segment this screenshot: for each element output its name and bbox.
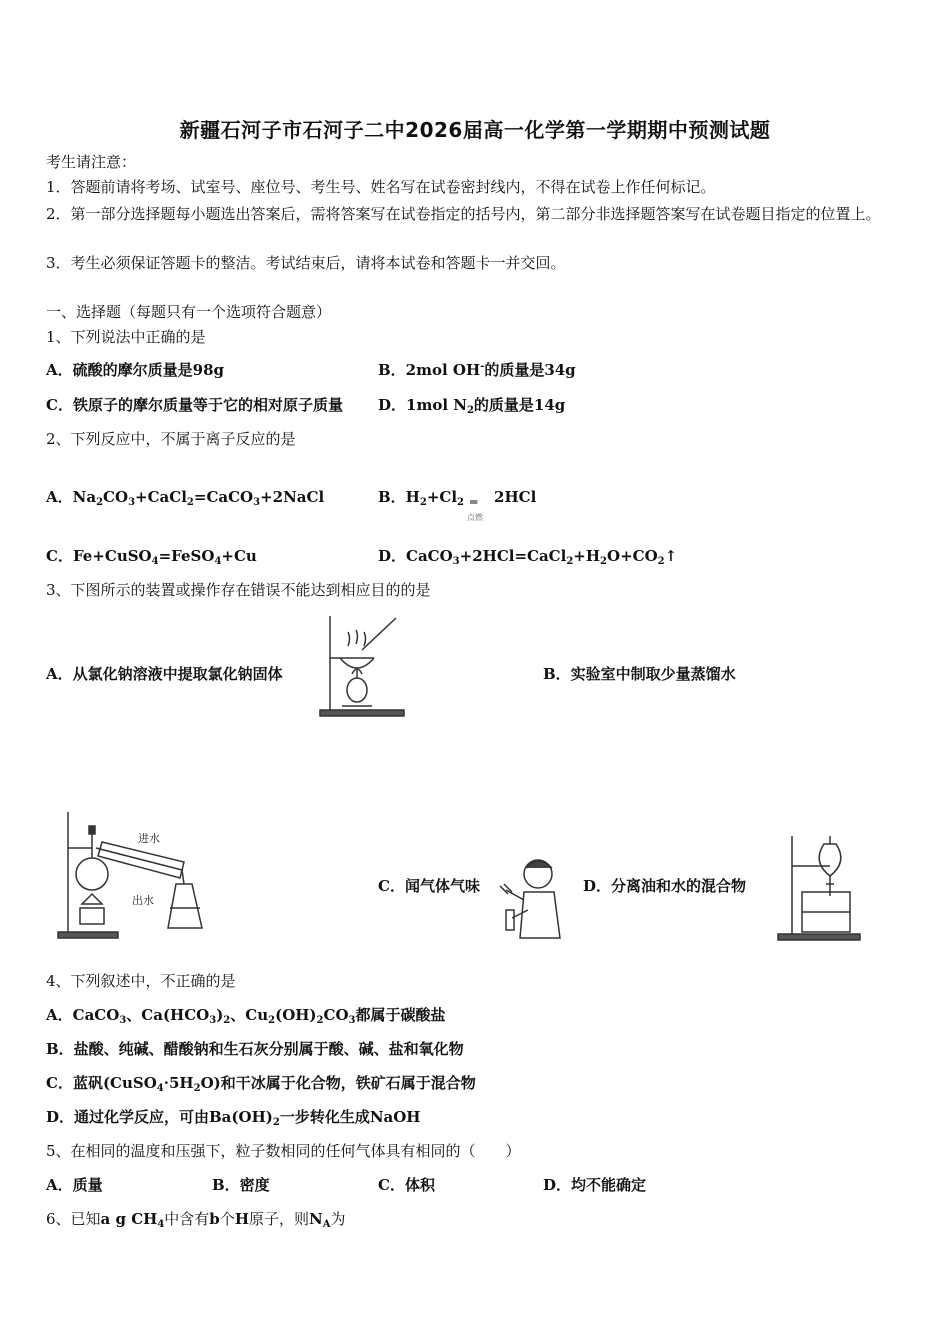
q5-stem: 5、在相同的温度和压强下，粒子数相同的任何气体具有相同的（ ）: [46, 1142, 521, 1160]
notice-item-3: 3．考生必须保证答题卡的整洁。考试结束后，请将本试卷和答题卡一并交回。: [46, 254, 566, 272]
smelling-gas-figure: [492, 852, 570, 940]
section-heading: 一、选择题（每题只有一个选项符合题意）: [46, 303, 332, 321]
q2-option-b: B．$H_2+Cl_2$ ═ 点燃 2HCl: [378, 488, 537, 522]
q5-option-a: A．质量: [46, 1176, 103, 1194]
q3-stem: 3、下图所示的装置或操作存在错误不能达到相应目的的是: [46, 581, 431, 599]
q1-option-b: B．2mol OH-的质量是34g: [378, 361, 576, 379]
water-outlet-label: 出水: [132, 894, 154, 907]
q1-option-a: A．硫酸的摩尔质量是98g: [46, 361, 225, 379]
page-title: 新疆石河子市石河子二中2026届高一化学第一学期期中预测试题: [179, 118, 771, 142]
notice-header: 考生请注意：: [46, 153, 137, 171]
q3-option-a: A．从氯化钠溶液中提取氯化钠固体: [46, 665, 283, 683]
q5-option-d: D．均不能确定: [543, 1176, 647, 1194]
q1-option-d: D．1mol $N_2$的质量是14g: [378, 396, 566, 416]
q2-option-c: C．Fe+CuSO$_4$=FeSO$_4$+Cu: [46, 547, 257, 567]
q3-option-d: D．分离油和水的混合物: [583, 877, 747, 895]
separatory-funnel-figure: [772, 832, 866, 942]
notice-item-1: 1．答题前请将考场、试室号、座位号、考生号、姓名写在试卷密封线内，不得在试卷上作任何标记。: [46, 178, 716, 196]
q4-option-c: C．蓝矾$(CuSO_4\cdot 5H_2O)$和干冰属于化合物，铁矿石属于混合物: [46, 1074, 476, 1094]
distillation-apparatus-figure: [52, 808, 220, 942]
q5-option-c: C．体积: [378, 1176, 435, 1194]
q4-option-a: A．CaCO$_3$、$Ca(HCO_3)_2$、$Cu_2(OH)_2CO_3$都属于碳酸盐: [46, 1006, 446, 1026]
notice-item-2: 2．第一部分选择题每小题选出答案后，需将答案写在试卷指定的括号内，第二部分非选择题答案写在试卷题目指定的位置上。: [46, 205, 881, 223]
q1-stem: 1、下列说法中正确的是: [46, 328, 206, 346]
q3-option-b: B．实验室中制取少量蒸馏水: [543, 665, 736, 683]
water-inlet-label: 进水: [138, 832, 160, 845]
q4-option-d: D．通过化学反应，可由$Ba(OH)_2$一步转化生成NaOH: [46, 1108, 421, 1128]
q4-option-b: B．盐酸、纯碱、醋酸钠和生石灰分别属于酸、碱、盐和氧化物: [46, 1040, 464, 1058]
q2-stem: 2、下列反应中，不属于离子反应的是: [46, 430, 296, 448]
q2-option-d: D．$CaCO_3+2HCl=CaCl_2+H_2O+CO_2↑$: [378, 547, 678, 567]
q4-stem: 4、下列叙述中，不正确的是: [46, 972, 236, 990]
q3-option-c: C．闻气体气味: [378, 877, 480, 895]
evaporation-apparatus-figure: [312, 612, 412, 720]
q1-option-c: C．铁原子的摩尔质量等于它的相对原子质量: [46, 396, 343, 414]
q5-option-b: B．密度: [212, 1176, 270, 1194]
q6-stem: 6、已知a g $CH_4$中含有b个H原子，则$N_A$为: [46, 1210, 346, 1230]
q2-option-a: A．$Na_2CO_3+CaCl_2=CaCO_3+2NaCl$: [46, 488, 325, 508]
